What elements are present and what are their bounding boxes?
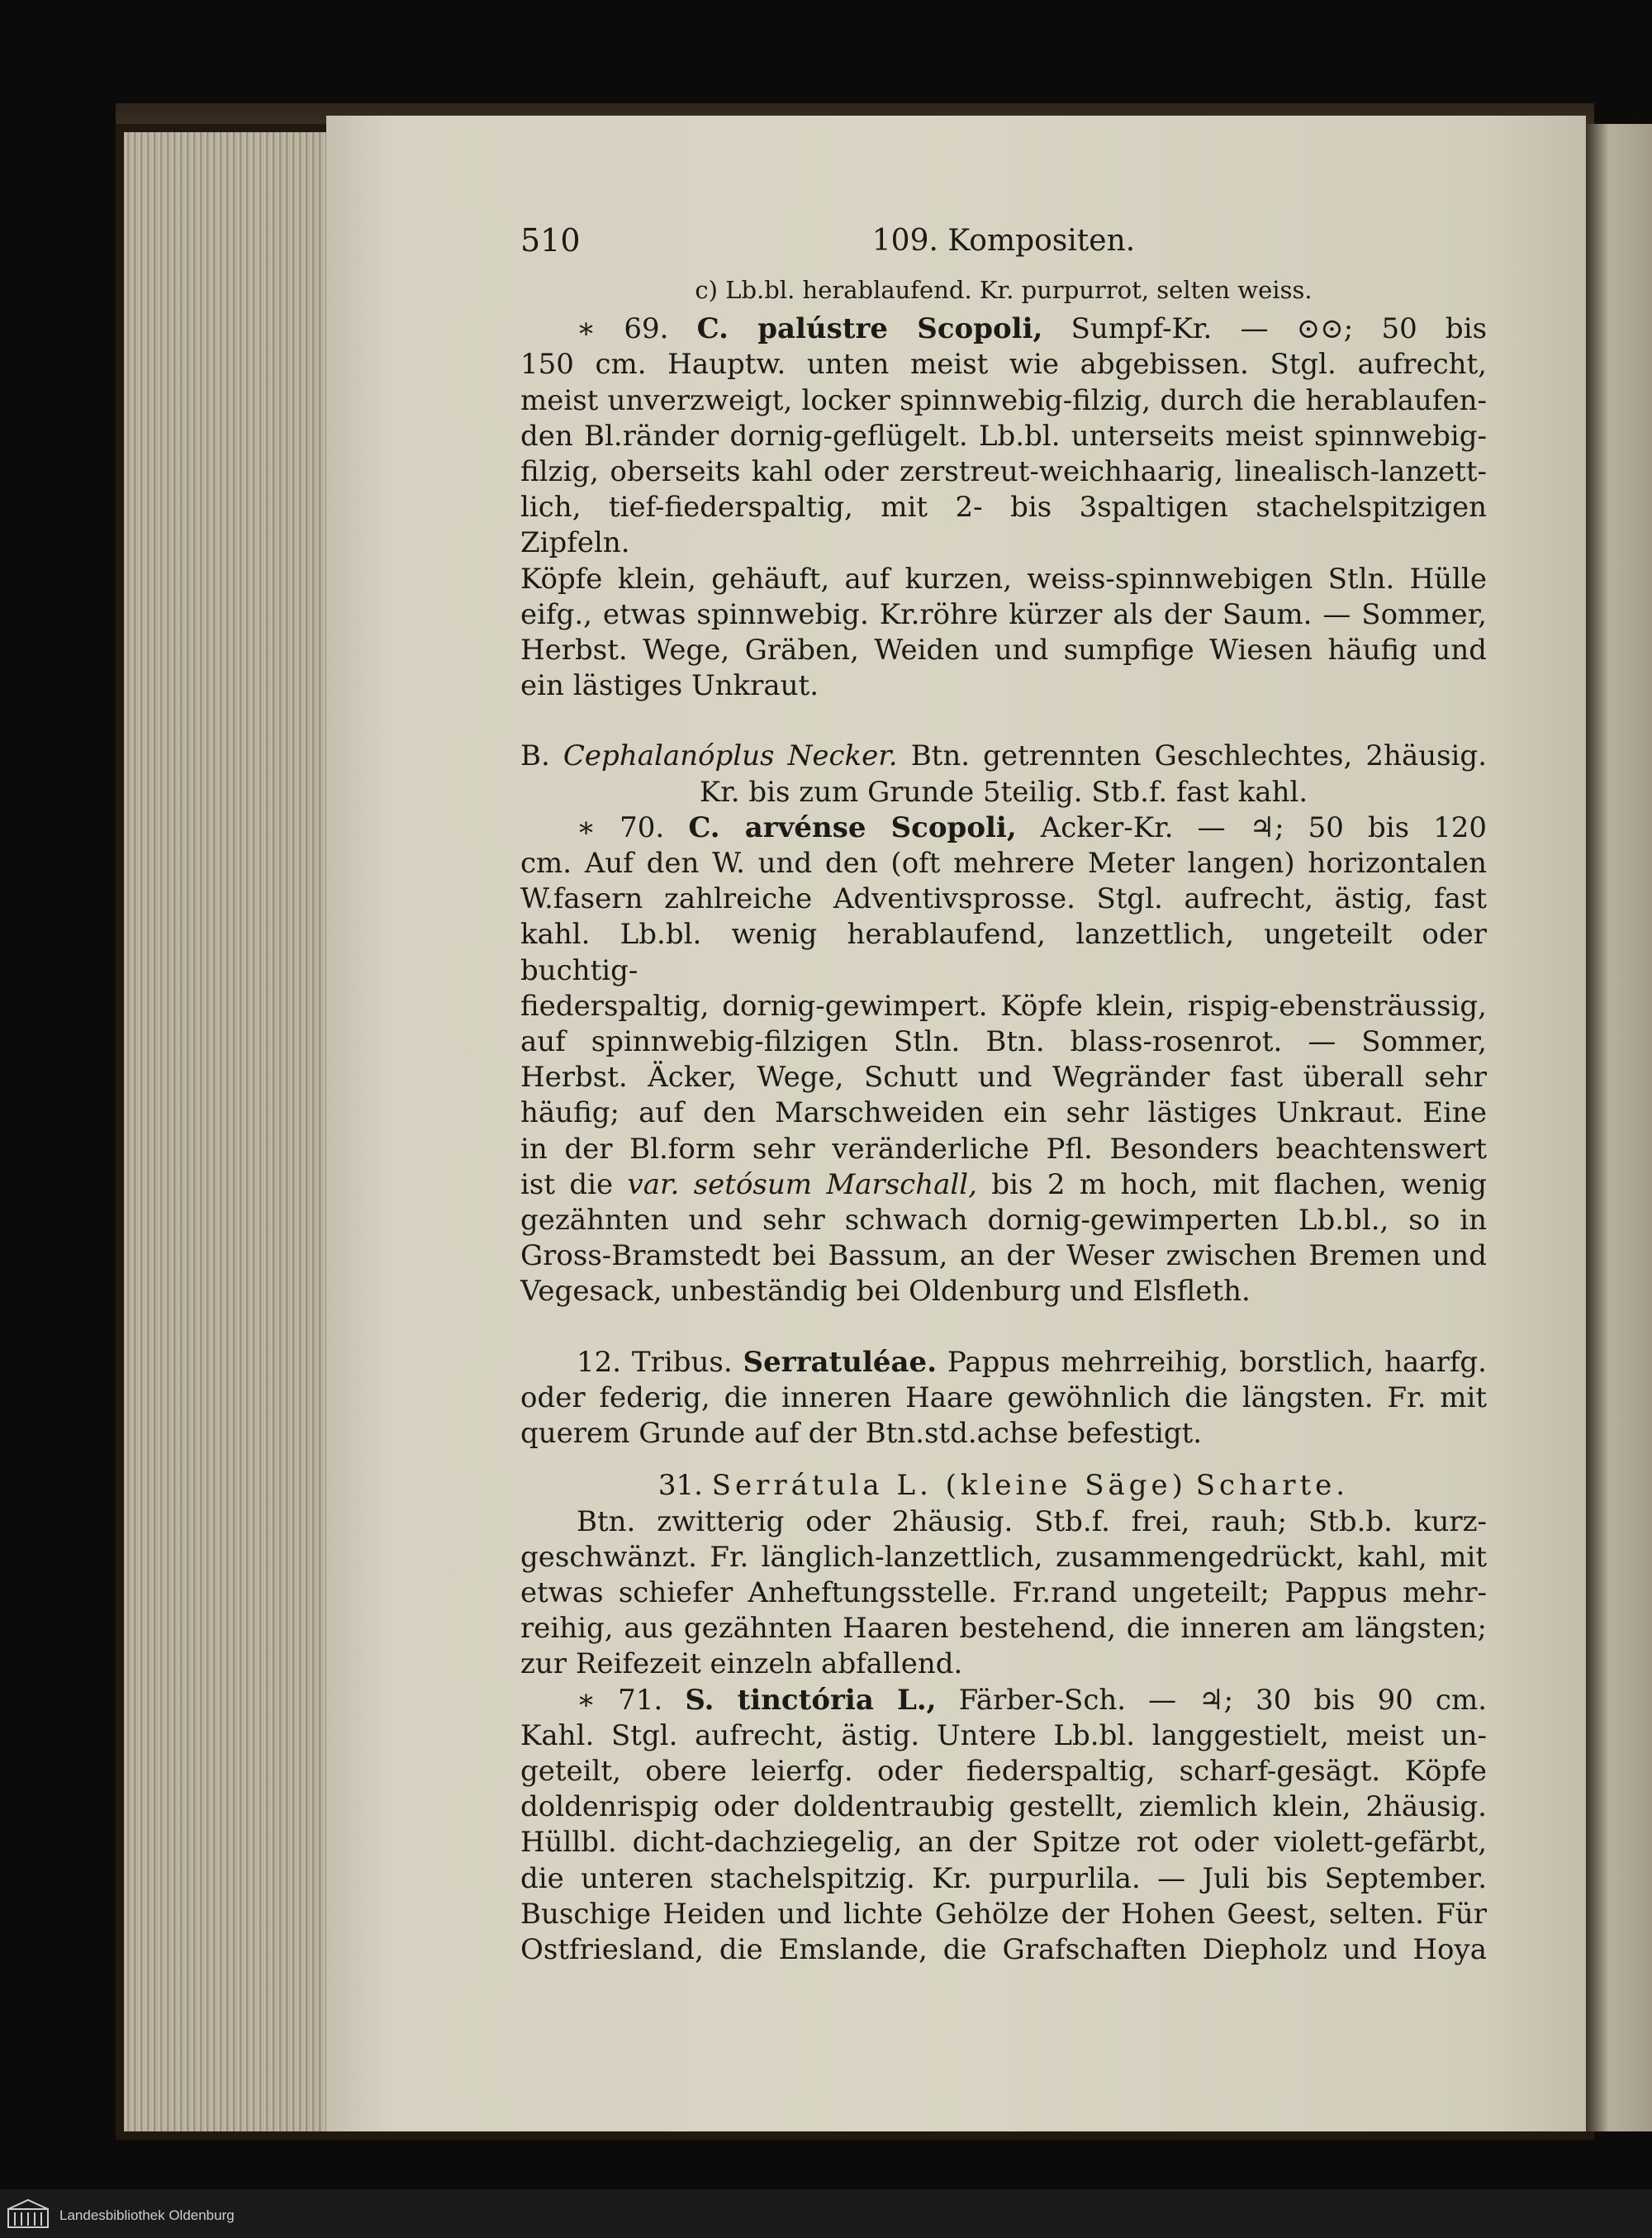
text-line: Herbst. Äcker, Wege, Schutt und Wegränder fast überall sehr: [520, 1061, 1487, 1095]
text-line: Kahl. Stgl. aufrecht, ästig. Untere Lb.bl. langgestielt, meist un-: [520, 1718, 1487, 1752]
text-line: auf spinnwebig-filzigen Stln. Btn. blass-rosenrot. — Sommer,: [520, 1025, 1487, 1059]
text-line: gezähnten und sehr schwach dornig-gewimperten Lb.bl., so in: [520, 1204, 1487, 1238]
genus-heading: 31. Serrátula L. (kleine Säge) Scharte.: [657, 1469, 1350, 1503]
text-line: Köpfe klein, gehäuft, auf kurzen, weiss-spinnwebigen Stln. Hülle: [520, 562, 1487, 596]
text-line: kahl. Lb.bl. wenig herablaufend, lanzettlich, ungeteilt oder buchtig-: [520, 918, 1487, 987]
text-line: die unteren stachelspitzig. Kr. purpurlila. — Juli bis September.: [520, 1861, 1487, 1895]
text-line: Hüllbl. dicht-dachziegelig, an der Spitze rot oder violett-gefärbt,: [520, 1826, 1487, 1860]
running-header: [520, 223, 1487, 273]
text-line: geschwänzt. Fr. länglich-lanzettlich, zusammengedrückt, kahl, mit: [520, 1540, 1487, 1574]
text-line: meist unverzweigt, locker spinnwebig-filzig, durch die herablaufen-: [520, 383, 1487, 417]
species-70-line-1: ∗ 70. C. arvénse Scopoli, Acker-Kr. — ♃; 50 bis 120: [577, 810, 1487, 844]
text-line: lich, tief-fiederspaltig, mit 2- bis 3spaltigen stachelspitzigen Zipfeln.: [520, 491, 1487, 560]
footer-bar: [0, 2189, 1652, 2238]
text-line: Kr. bis zum Grunde 5teilig. Stb.f. fast kahl.: [699, 775, 1308, 809]
text-line: zur Reifezeit einzeln abfallend.: [520, 1647, 963, 1681]
chapter-title: 109. Kompositen.: [871, 224, 1136, 258]
text-line: häufig; auf den Marschweiden ein sehr lästiges Unkraut. Eine: [520, 1096, 1487, 1130]
species-marker: ∗: [577, 1683, 596, 1717]
species-69-line-1: ∗ 69. C. palústre Scopoli, Sumpf-Kr. — ⊙⊙; 50 bis: [577, 312, 1488, 346]
section-b-line-1: B. Cephalanóplus Necker. Btn. getrennten Geschlechtes, 2häusig.: [520, 739, 1488, 773]
text-line: Gross-Bramstedt bei Bassum, an der Weser zwischen Bremen und: [520, 1239, 1487, 1273]
text-line: doldenrispig oder doldentraubig gestellt, ziemlich klein, 2häusig.: [520, 1790, 1487, 1824]
text-line: Ostfriesland, die Emslande, die Grafschaften Diepholz und Hoya: [520, 1932, 1487, 1966]
text-line: 150 cm. Hauptw. unten meist wie abgebissen. Stgl. aufrecht,: [520, 348, 1487, 382]
text-line: den Bl.ränder dornig-geflügelt. Lb.bl. unterseits meist spinnwebig-: [520, 419, 1487, 453]
text-line: cm. Auf den W. und den (oft mehrere Meter langen) horizontalen: [520, 847, 1487, 881]
species-number: 71.: [618, 1683, 663, 1717]
page-text: [520, 223, 1487, 1968]
text-line: in der Bl.form sehr veränderliche Pfl. Besonders beachtenswert: [520, 1132, 1487, 1166]
library-name[interactable]: Landesbibliothek Oldenburg: [59, 2207, 235, 2223]
facing-page-edge: [1586, 124, 1652, 2131]
variety-name: var. setósum Marschall,: [627, 1167, 977, 1201]
page-edges: [124, 132, 333, 2131]
species-number: 70.: [620, 810, 665, 844]
text-line: ein lästiges Unkraut.: [520, 669, 819, 703]
species-marker: ∗: [577, 810, 596, 844]
text-line: Btn. zwitterig oder 2häusig. Stb.f. frei, rauh; Stb.b. kurz-: [577, 1504, 1487, 1538]
text-line: Herbst. Wege, Gräben, Weiden und sumpfige Wiesen häufig und: [520, 634, 1487, 668]
subheading-c: c) Lb.bl. herablaufend. Kr. purpurrot, selten weiss.: [695, 276, 1313, 304]
text-line: filzig, oberseits kahl oder zerstreut-weichhaarig, linealisch-lanzett-: [520, 455, 1487, 489]
species-name: C. palústre Scopoli,: [696, 312, 1043, 346]
genus-name: Serrátula L. (kleine Säge): [711, 1469, 1187, 1503]
text-line: fiederspaltig, dornig-gewimpert. Köpfe klein, rispig-ebensträussig,: [520, 989, 1487, 1023]
text-line: W.fasern zahlreiche Adventivsprosse. Stgl. aufrecht, ästig, fast: [520, 882, 1487, 916]
text-line: querem Grunde auf der Btn.std.achse befestigt.: [520, 1417, 1203, 1451]
tribus-line-1: 12. Tribus. Serratuléae. Pappus mehrreihig, borstlich, haarfg.: [577, 1345, 1487, 1379]
text-line: reihig, aus gezähnten Haaren bestehend, die inneren am längsten;: [520, 1612, 1487, 1646]
text-line: geteilt, obere leierfg. oder fiederspaltig, scharf-gesägt. Köpfe: [520, 1754, 1487, 1788]
species-name: S. tinctória L.,: [685, 1683, 937, 1717]
text-line: oder federig, die inneren Haare gewöhnlich die längsten. Fr. mit: [520, 1380, 1487, 1414]
species-marker: ∗: [577, 312, 596, 346]
text-line: etwas schiefer Anheftungsstelle. Fr.rand ungeteilt; Pappus mehr-: [520, 1575, 1487, 1609]
text-line: eifg., etwas spinnwebig. Kr.röhre kürzer als der Saum. — Sommer,: [520, 597, 1487, 631]
text-line: Buschige Heiden und lichte Gehölze der Hohen Geest, selten. Für: [520, 1897, 1487, 1931]
tribus-name: Serratuléae.: [743, 1345, 938, 1379]
species-name: C. arvénse Scopoli,: [688, 810, 1017, 844]
species-number: 69.: [624, 312, 669, 346]
taxon-name: Cephalanóplus Necker.: [563, 739, 898, 773]
text-line: Vegesack, unbeständig bei Oldenburg und Elsfleth.: [520, 1275, 1251, 1309]
page-number: 510: [520, 222, 581, 259]
species-71-line-1: ∗ 71. S. tinctória L., Färber-Sch. — ♃; 30 bis 90 cm.: [577, 1683, 1488, 1717]
variety-line: ist die var. setósum Marschall, bis 2 m hoch, mit flachen, wenig: [520, 1167, 1487, 1201]
library-building-icon: [7, 2198, 50, 2229]
